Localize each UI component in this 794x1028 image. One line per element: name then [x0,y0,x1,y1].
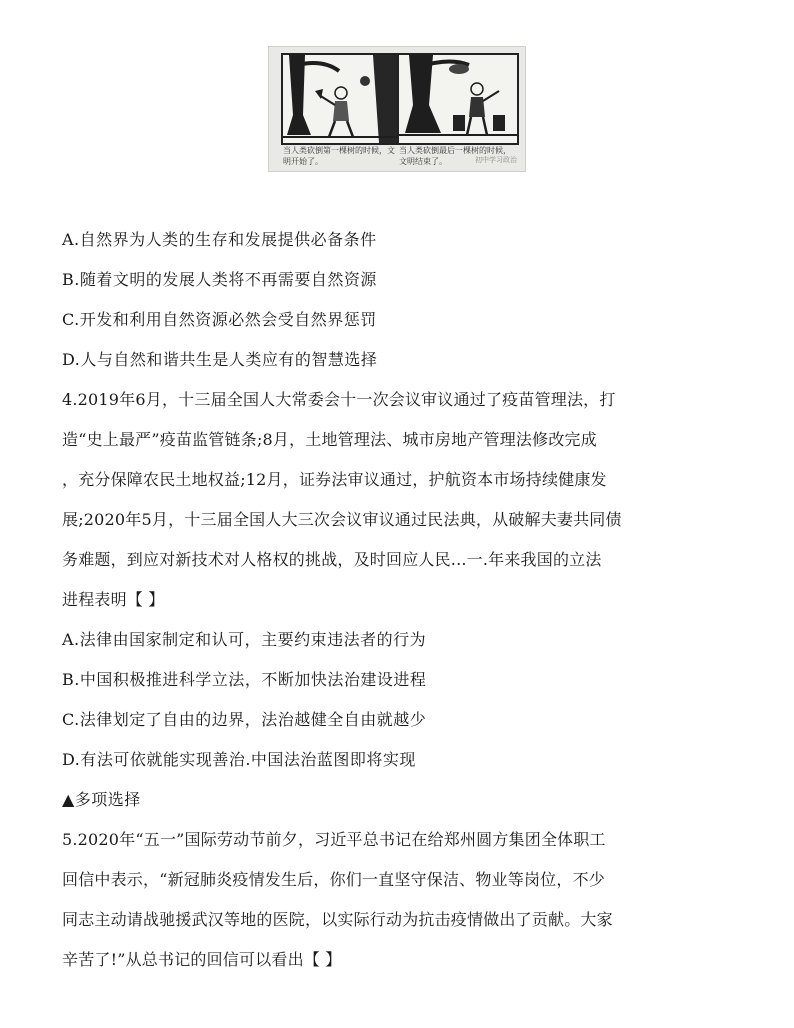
section-heading: ▲多项选择 [62,790,141,809]
q5-line-4: 辛苦了!”从总书记的回信可以看出【 】 [62,950,342,969]
q4-option-d: D.有法可依就能实现善治.中国法治蓝图即将实现 [62,750,416,769]
cartoon-image [268,46,526,172]
q4-line-3: ，充分保障农民土地权益;12月，证券法审议通过，护航资本市场持续健康发 [62,470,607,489]
q4-option-a: A.法律由国家制定和认可，主要约束违法者的行为 [62,630,427,649]
cartoon-caption-right: 当人类砍倒最后一棵树的时候，文明结束了。 [399,146,511,166]
q4-line-4: 展;2020年5月，十三届全国人大三次会议审议通过民法典，从破解夫妻共同债 [62,510,622,529]
q5-line-3: 同志主动请战驰援武汉等地的医院，以实际行动为抗击疫情做出了贡献。大家 [62,910,613,929]
q4-line-2: 造“史上最严”疫苗监管链条;8月，土地管理法、城市房地产管理法修改完成 [62,430,597,449]
q3-option-a: A.自然界为人类的生存和发展提供必备条件 [62,230,377,249]
q4-option-b: B.中国积极推进科学立法，不断加快法治建设进程 [62,670,427,689]
q3-option-d: D.人与自然和谐共生是人类应有的智慧选择 [62,350,378,369]
q3-option-c: C.开发和利用自然资源必然会受自然界惩罚 [62,310,377,329]
q4-line-6: 进程表明【 】 [62,590,165,609]
q4-line-5: 务难题，到应对新技术对人格权的挑战，及时回应人民...一.年来我国的立法 [62,550,602,569]
q5-line-2: 回信中表示，“新冠肺炎疫情发生后，你们一直坚守保洁、物业等岗位，不少 [62,870,605,889]
woodcutter-illustration [283,55,401,143]
q4-line-1: 4.2019年6月，十三届全国人大常委会十一次会议审议通过了疫苗管理法，打 [62,390,616,409]
cartoon-panel-last-tree [397,53,519,145]
q3-option-b: B.随着文明的发展人类将不再需要自然资源 [62,270,377,289]
q5-line-1: 5.2020年“五一”国际劳动节前夕，习近平总书记在给郑州圆方集团全体职工 [62,830,606,849]
q4-option-c: C.法律划定了自由的边界，法治越健全自由就越少 [62,710,427,729]
watermark-logo: 初中学习政治 [475,156,517,164]
last-tree-illustration [399,55,517,143]
cartoon-panel-first-tree [281,53,403,145]
cartoon-caption-left: 当人类砍倒第一棵树的时候，文明开始了。 [283,146,395,166]
